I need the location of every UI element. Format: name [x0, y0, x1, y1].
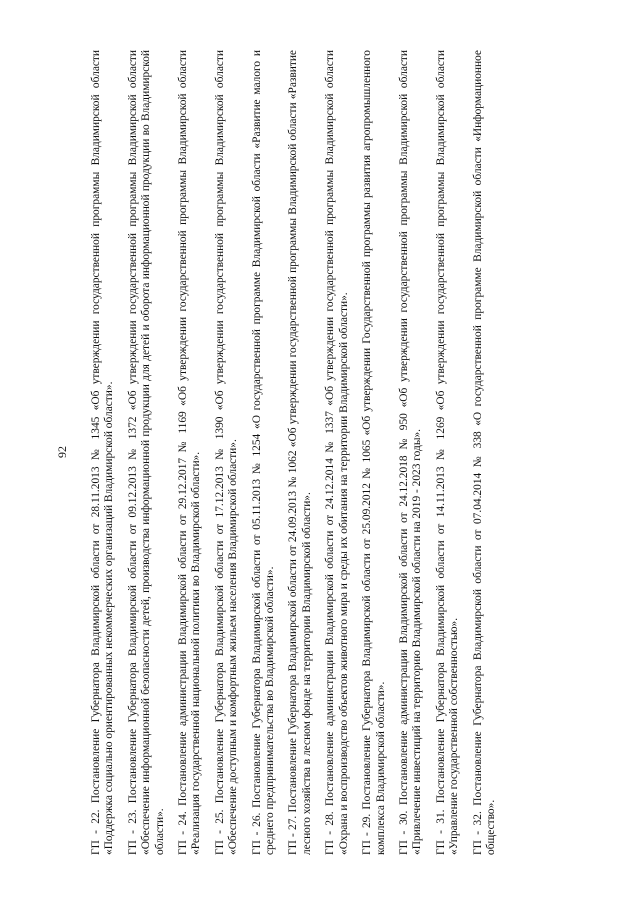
- document-body: [90, 50, 560, 855]
- list-item-gp-30: ГП - 30. Постановление администрации Владимирской области от 24.12.2018 № 950 «Об утверждении государственной программы Владимирской области «Привлечение инвестиций на территорию Владимирской области на 2019 - 2023 годы».: [397, 50, 424, 855]
- list-item-gp-29: ГП - 29. Постановление Губернатора Владимирской области от 25.09.2012 № 1065 «Об утверждении Государственной программы развития агропромышленного комплекса Владимирской области».: [361, 50, 387, 855]
- list-item-gp-22: ГП - 22. Постановление Губернатора Владимирской области от 28.11.2013 № 1345 «Об утверждении государственной программы Владимирской области «Поддержка социально ориентированных некоммерческих организаций Владимирской области».: [90, 50, 116, 855]
- page-number: 92: [55, 446, 69, 458]
- list-item-gp-23: ГП - 23. Постановление Губернатора Владимирской области от 09.12.2013 № 1372 «Об утверждении государственной программы Владимирской области «Обеспечение информационной безопасности детей, производства информационной продукции для детей и оборота информационной продукции во Владимирской области».: [126, 50, 166, 855]
- list-item-gp-24: ГП - 24. Постановление администрации Владимирской области от 29.12.2017 № 1169 «Об утверждении государственной программы Владимирской области «Реализация государственной национальной политики во Владимирской области».: [177, 50, 203, 855]
- list-item-gp-32: ГП - 32. Постановление Губернатора Владимирской области от 07.04.2014 № 338 «О государственной программе Владимирской области «Информационное общество».: [471, 50, 497, 855]
- list-item-gp-28: ГП - 28. Постановление администрации Владимирской области от 24.12.2014 № 1337 «Об утверждении государственной программы Владимирской области «Охрана и воспроизводство объектов животного мира и среды их обитания на территории Владимирской области».: [324, 50, 350, 855]
- list-item-gp-25: ГП - 25. Постановление Губернатора Владимирской области от 17.12.2013 № 1390 «Об утверждении государственной программы Владимирской области «Обеспечение доступным и комфортным жильем населения Владимирской области».: [213, 50, 240, 855]
- list-item-gp-26: ГП - 26. Постановление Губернатора Владимирской области от 05.11.2013 № 1254 «О государственной программе Владимирской области «Развитие малого и среднего предпринимательства во Владимирской области».: [250, 50, 277, 855]
- list-item-gp-31: ГП - 31. Постановление Губернатора Владимирской области от 14.11.2013 № 1269 «Об утверждении государственной программы Владимирской области «Управление государственной собственностью».: [434, 50, 461, 855]
- list-item-gp-27: ГП - 27. Постановление Губернатора Владимирской области от 24.09.2013 № 1062 «Об утверждении государственной программы Владимирской области «Развитие лесного хозяйства в лесном фонде на территории Владимирской области».: [287, 50, 313, 855]
